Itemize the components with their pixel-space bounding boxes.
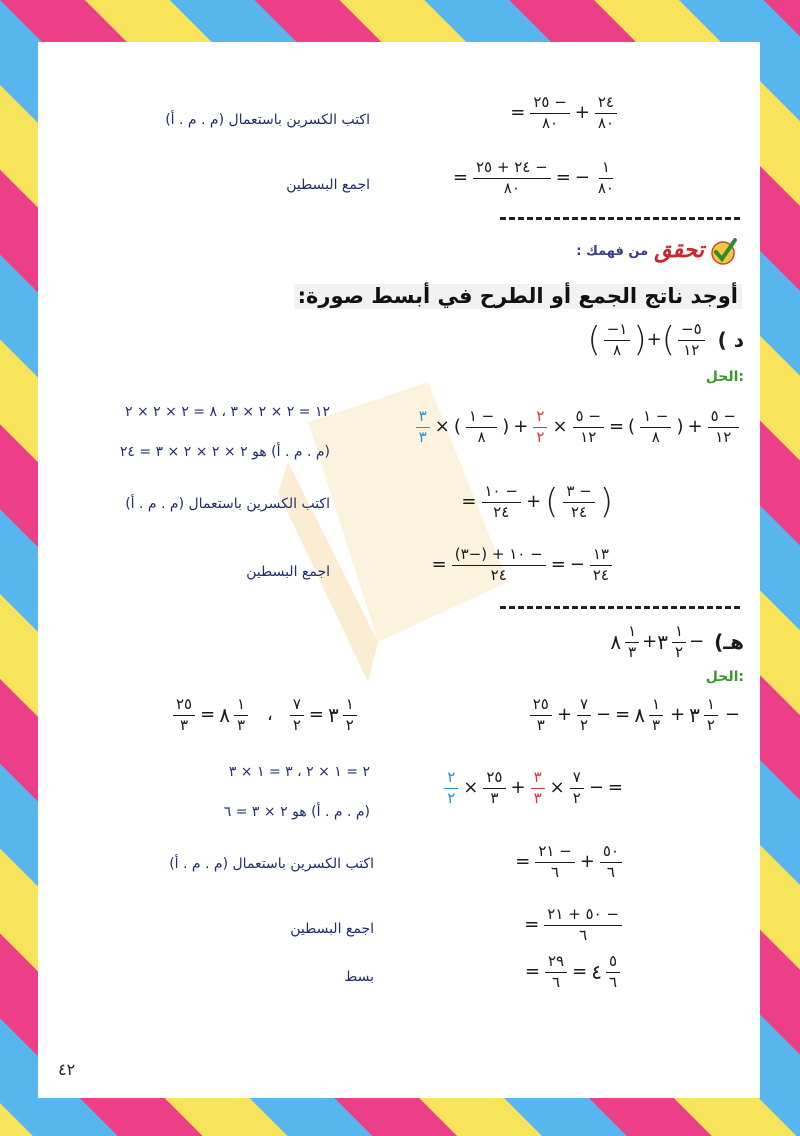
equation-e-1: ٢٥ ٣ + ٧ ٢ − = ٨ ١ ٣ + ٣ ١ ٢ −: [527, 695, 742, 736]
fraction: ٧ ٢: [577, 695, 591, 736]
fraction: ١ − ٨: [466, 407, 497, 448]
problem-e: هـ) ٨ ١ ٣ + ٣ ١ ٢ −: [610, 622, 744, 661]
fraction: −٥ ١٢: [678, 320, 705, 361]
lcd-note-e: (م . م . أ) هو ٢ × ٣ = ٦: [223, 804, 370, 820]
mixed-convert-note: ٢٥ ٣ = ٨ ١ ٣ ، ٧ ٢ = ٣ ١ ٢: [170, 695, 362, 736]
equation-e-4: = ٥٠ + ٢١ − ٦: [522, 905, 625, 946]
divider-dashes: [500, 606, 740, 609]
fraction: (٣−) + ١٠ − ٢٤: [452, 545, 546, 586]
equation-e-2: ٢ ٢ × ٢٥ ٣ + ٣ ٣ × ٧ ٢ − =: [441, 768, 625, 809]
fraction-blue: ٣ ٣: [416, 407, 430, 448]
fraction: ١ ٨٠: [597, 158, 614, 197]
fraction: ٢٥ − ٨٠: [530, 93, 569, 134]
equals-sign: =: [452, 167, 468, 189]
fraction: ٢٩ ٦: [545, 952, 567, 993]
equation-top-2: [451, 158, 620, 199]
fraction: ٧ ٢: [290, 695, 304, 736]
fraction: ٢١ − ٦: [535, 842, 574, 883]
solution-label-e: الحل:: [705, 669, 744, 685]
fraction-red: ٣ ٣: [531, 768, 545, 809]
page-sheet: [38, 42, 760, 1098]
fraction: ٢٤ + ٢٥ − ٨٠: [473, 158, 551, 199]
fraction: ١ − ٨: [640, 407, 671, 448]
fraction: ٧ ٢: [570, 768, 584, 809]
fraction: ٥٠ ٦: [600, 842, 622, 883]
equation-e-5: = ٢٩ ٦ = ٤ ٥ ٦: [523, 952, 625, 993]
fraction: ٥٠ + ٢١ − ٦: [544, 905, 622, 946]
factor-note-e: ٢ = ١ × ٢ ، ٣ = ١ × ٣: [228, 764, 370, 780]
badge-main-text: تحقق: [654, 238, 704, 263]
note-add-numerators-1: اجمع البسطين: [286, 177, 370, 193]
note-add-numerators-3: اجمع البسطين: [290, 921, 374, 937]
check-mark-icon: [708, 236, 738, 266]
fraction: ٢٥ ٣: [173, 695, 195, 736]
note-add-numerators-2: اجمع البسطين: [246, 564, 330, 580]
divider-dashes: [500, 217, 740, 220]
fraction: ٥ − ١٢: [708, 407, 739, 448]
equation-d-1: ٣ ٣ × ( ١ − ٨ ) + ٢ ٢ × ٥ − ١٢ = ( ١ − ٨ ) + ٥ − ١٢: [413, 407, 742, 448]
page-number: ٤٢: [58, 1060, 76, 1079]
lcd-note-d: (م . م . أ) هو ٢ × ٢ × ٢ × ٣ = ٢٤: [119, 444, 330, 460]
fraction: ٣ − ٢٤: [563, 482, 594, 523]
fraction: ١٠ − ٢٤: [482, 482, 521, 523]
factor-note-d: ١٢ = ٢ × ٢ × ٣ ، ٨ = ٢ × ٢ × ٢: [124, 404, 330, 420]
note-write-fractions-2: اكتب الكسرين باستعمال (م . م . أ): [125, 496, 330, 512]
exercise-instruction: أوجد ناتج الجمع أو الطرح في أبسط صورة:: [294, 284, 742, 309]
equation-d-2: = ١٠ − ٢٤ + ( ٣ − ٢٤ ): [461, 482, 613, 523]
equals-sign: =: [555, 167, 571, 189]
fraction-blue: ٢ ٢: [444, 768, 458, 809]
problem-d: د ) ( −١ ٨ ) + ( −٥ ١٢: [587, 320, 744, 361]
fraction: ٢٥ ٣: [530, 695, 552, 736]
fraction: ١٣ ٢٤: [590, 545, 612, 586]
badge-sub-text: من فهمك :: [576, 243, 649, 259]
check-understanding-badge: [576, 236, 738, 266]
problem-d-label: د ): [717, 328, 744, 353]
fraction: ٢٤ ٨٠: [595, 93, 617, 134]
fraction: ٥ − ١٢: [573, 407, 604, 448]
plus-sign: +: [574, 102, 590, 124]
equation-e-3: = ٢١ − ٦ + ٥٠ ٦: [513, 842, 625, 883]
note-simplify: بسط: [344, 969, 374, 985]
minus-sign: −: [574, 167, 590, 189]
solution-label-d: الحل:: [705, 369, 744, 385]
fraction: ٢٥ ٣: [483, 768, 505, 809]
equation-top-1: [508, 93, 620, 134]
fraction-red: ٢ ٢: [533, 407, 547, 448]
equals-sign: =: [510, 102, 526, 124]
problem-e-label: هـ): [714, 630, 744, 655]
fraction: −١ ٨: [604, 320, 631, 361]
equation-d-3: = (٣−) + ١٠ − ٢٤ = − ١٣ ٢٤: [430, 545, 615, 586]
note-write-fractions-1: اكتب الكسرين باستعمال (م . م . أ): [165, 112, 370, 128]
note-write-fractions-3: اكتب الكسرين باستعمال (م . م . أ): [169, 856, 374, 872]
